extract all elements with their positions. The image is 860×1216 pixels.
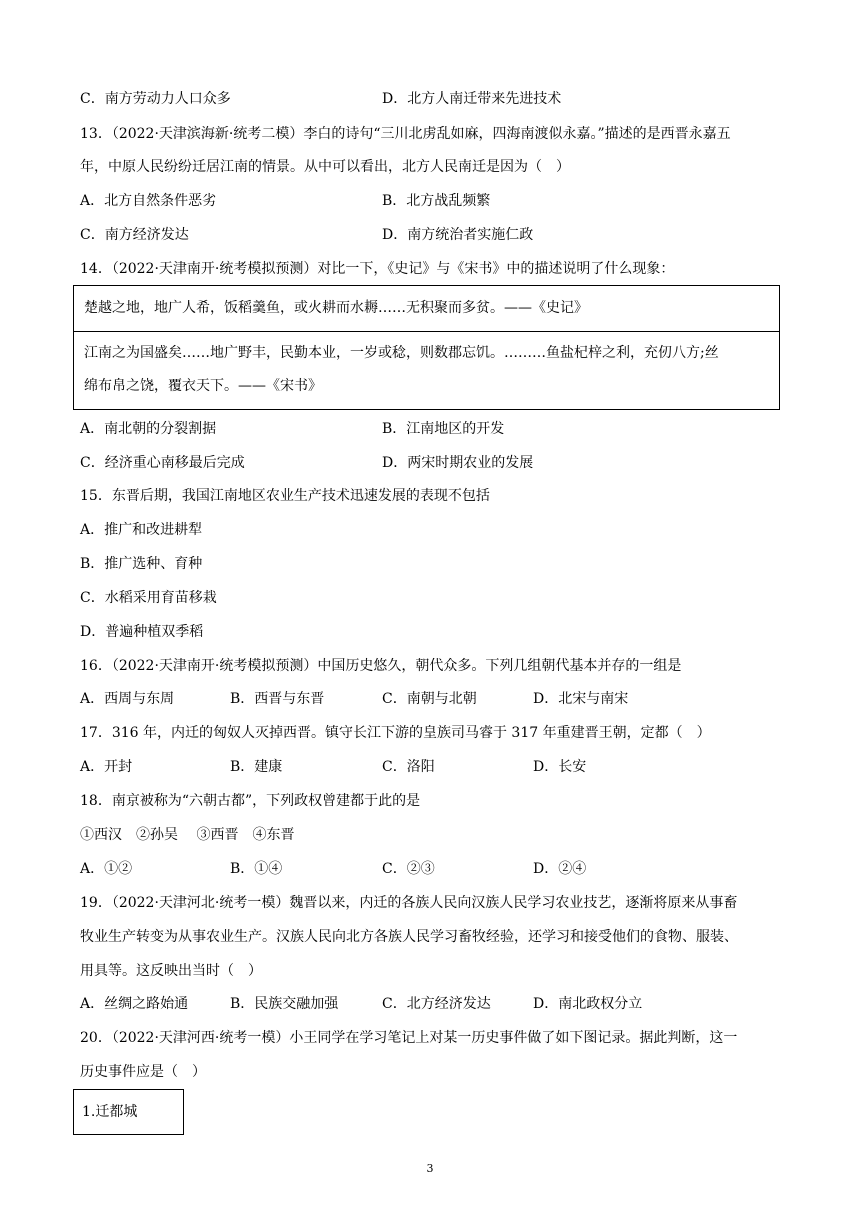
- q17-option-b: B．建康: [230, 759, 283, 775]
- q17-stem: 17．316 年，内迁的匈奴人灭掉西晋。镇守长江下游的皇族司马睿于 317 年重建晋王朝，定都（ ）: [80, 725, 711, 741]
- q14-quote-songshu-line-1: 江南之为国盛矣……地广野丰，民勤本业，一岁或稔，则数郡忘饥。………鱼盐杞梓之利，充仞八方;丝: [84, 345, 719, 361]
- q18-option-c: C．②③: [382, 861, 435, 877]
- q13-option-a: A．北方自然条件恶劣: [80, 193, 217, 209]
- page-number: 3: [426, 1162, 434, 1175]
- q18-options-row: [80, 859, 780, 879]
- q19-stem-line-3: 用具等。这反映出当时（ ）: [80, 963, 262, 979]
- q16-option-c: C．南朝与北朝: [382, 691, 477, 707]
- q14-option-b: B．江南地区的开发: [382, 421, 505, 437]
- q19-option-d: D．南北政权分立: [533, 996, 643, 1012]
- q19-option-a: A．丝绸之路始通: [80, 996, 189, 1012]
- q14-options-row-2: [80, 453, 780, 473]
- q15-option-c: C．水稻采用育苗移栽: [80, 590, 217, 606]
- q18-option-a: A．①②: [80, 861, 133, 877]
- q19-stem-line-2: 牧业生产转变为从事农业生产。汉族人民向北方各族人民学习畜牧经验，还学习和接受他们的食物、服装、: [80, 929, 738, 945]
- q18-option-b: B．①④: [230, 861, 283, 877]
- q17-option-c: C．洛阳: [382, 759, 435, 775]
- q19-stem-line-1: 19．（2022·天津河北·统考一模）魏晋以来，内迁的各族人民向汉族人民学习农业技艺，逐渐将原来从事畜: [80, 895, 738, 911]
- q16-options-row: [80, 689, 780, 709]
- q13-option-d: D．南方统治者实施仁政: [382, 227, 534, 243]
- q13-stem-line-2: 年，中原人民纷纷迁居江南的情景。从中可以看出，北方人民南迁是因为（ ）: [80, 159, 570, 175]
- q13-options-row-2: [80, 225, 780, 245]
- q20-stem-line-2: 历史事件应是（ ）: [80, 1064, 206, 1080]
- q14-quote-shiji: 楚越之地，地广人希，饭稻羹鱼，或火耕而水耨……无积聚而多贫。——《史记》: [84, 300, 588, 316]
- q14-options-row-1: [80, 419, 780, 439]
- q14-stem: 14．（2022·天津南开·统考模拟预测）对比一下，《史记》与《宋书》中的描述说明了什么现象：: [80, 261, 675, 277]
- q15-option-d: D．普遍种植双季稻: [80, 624, 204, 640]
- q18-items: ①西汉 ②孙吴 ③西晋 ④东晋: [80, 827, 295, 843]
- q15-stem: 15．东晋后期，我国江南地区农业生产技术迅速发展的表现不包括: [80, 488, 490, 504]
- q12-options-row-2: [80, 89, 780, 109]
- q14-option-c: C．经济重心南移最后完成: [80, 455, 245, 471]
- q16-option-b: B．西晋与东晋: [230, 691, 325, 707]
- q19-option-b: B．民族交融加强: [230, 996, 339, 1012]
- q12-option-c: C．南方劳动力人口众多: [80, 91, 231, 107]
- q19-options-row: [80, 994, 780, 1014]
- q14-option-d: D．两宋时期农业的发展: [382, 455, 534, 471]
- q14-quote-divider: [74, 331, 779, 332]
- q16-option-a: A．西周与东周: [80, 691, 175, 707]
- q13-option-b: B．北方战乱频繁: [382, 193, 491, 209]
- q18-stem: 18．南京被称为“六朝古都”，下列政权曾建都于此的是: [80, 793, 421, 809]
- q17-option-a: A．开封: [80, 759, 133, 775]
- q14-option-a: A．南北朝的分裂割据: [80, 421, 217, 437]
- q13-options-row-1: [80, 191, 780, 211]
- q20-note-box: [73, 1089, 184, 1135]
- q13-stem-line-1: 13．（2022·天津滨海新·统考二模）李白的诗句“三川北虏乱如麻，四海南渡似永嘉。”描述的是西晋永嘉五: [80, 126, 731, 142]
- q18-option-d: D．②④: [533, 861, 587, 877]
- q14-quote-songshu-line-2: 绵布帛之饶，覆衣天下。——《宋书》: [84, 378, 322, 394]
- q17-option-d: D．长安: [533, 759, 587, 775]
- q20-note-text: 1.迁都城: [82, 1104, 138, 1120]
- q15-option-b: B．推广选种、育种: [80, 556, 203, 572]
- q19-option-c: C．北方经济发达: [382, 996, 491, 1012]
- q14-quote-box: [73, 285, 780, 410]
- q12-option-d: D．北方人南迁带来先进技术: [382, 91, 562, 107]
- q16-stem: 16．（2022·天津南开·统考模拟预测）中国历史悠久，朝代众多。下列几组朝代基本并存的一组是: [80, 658, 682, 674]
- q17-options-row: [80, 757, 780, 777]
- q13-option-c: C．南方经济发达: [80, 227, 189, 243]
- q20-stem-line-1: 20．（2022·天津河西·统考一模）小王同学在学习笔记上对某一历史事件做了如下图记录。据此判断，这一: [80, 1030, 738, 1046]
- q16-option-d: D．北宋与南宋: [533, 691, 629, 707]
- q15-option-a: A．推广和改进耕犁: [80, 522, 203, 538]
